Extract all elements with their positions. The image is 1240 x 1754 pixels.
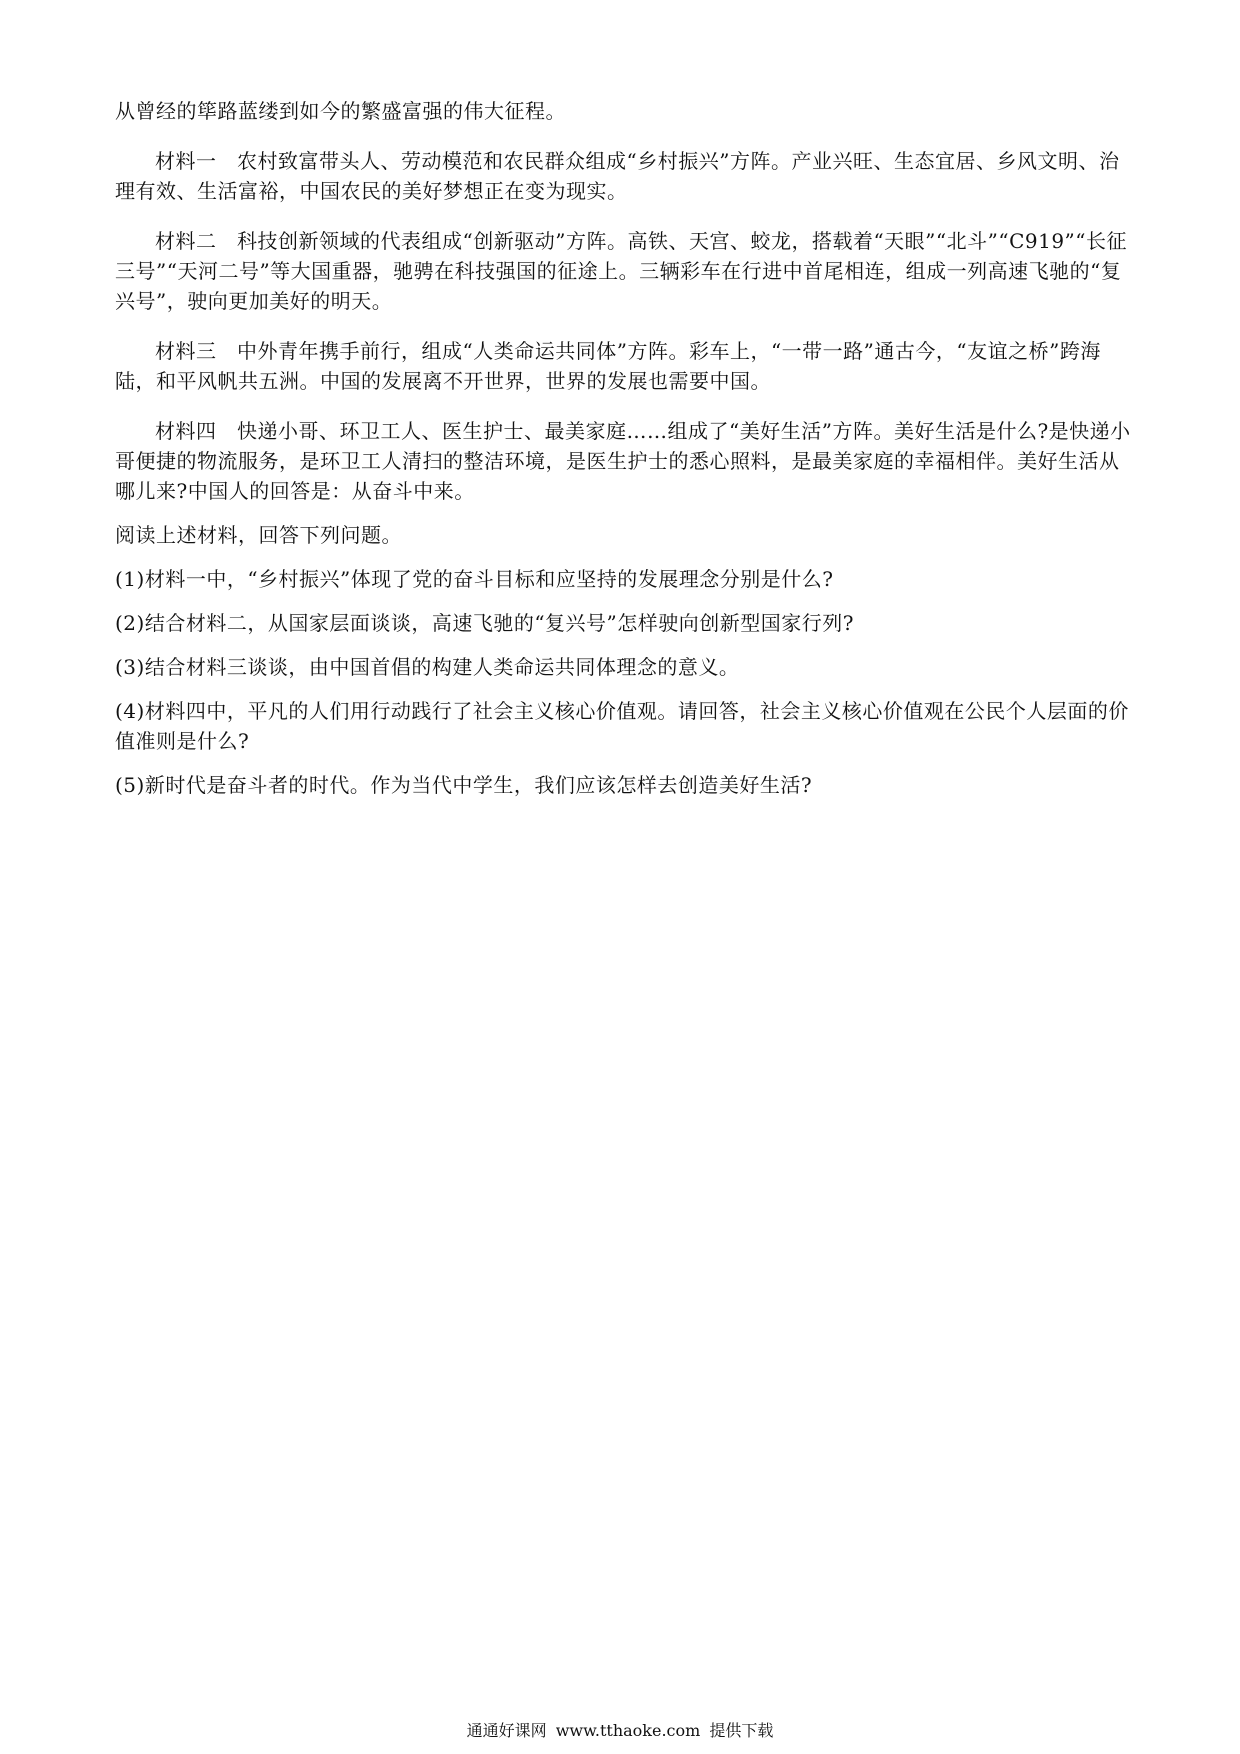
footer-download-text: 提供下载: [709, 1721, 774, 1740]
material-four: 材料四 快递小哥、环卫工人、医生护士、最美家庭……组成了“美好生活”方阵。美好生活是什么?是快递小哥便捷的物流服务，是环卫工人清扫的整洁环境，是医生护士的悉心照料，是最美家庭的幸福相伴。美好生活从哪儿来?中国人的回答是：从奋斗中来。: [115, 419, 1131, 503]
document-body: [115, 96, 1131, 800]
footer-site-url[interactable]: www.tthaoke.com: [555, 1721, 701, 1740]
material-one: 材料一 农村致富带头人、劳动模范和农民群众组成“乡村振兴”方阵。产业兴旺、生态宜居、乡风文明、治理有效、生活富裕，中国农民的美好梦想正在变为现实。: [115, 149, 1120, 203]
material-two: 材料二 科技创新领域的代表组成“创新驱动”方阵。高铁、天宫、蛟龙，搭载着“天眼”“北斗”“C919”“长征三号”“天河二号”等大国重器，驰骋在科技强国的征途上。三辆彩车在行进中首尾相连，组成一列高速飞驰的“复兴号”，驶向更加美好的明天。: [115, 229, 1127, 313]
question-1: (1)材料一中，“乡村振兴”体现了党的奋斗目标和应坚持的发展理念分别是什么?: [115, 567, 834, 591]
question-3: (3)结合材料三谈谈，由中国首倡的构建人类命运共同体理念的意义。: [115, 655, 740, 679]
material-three: 材料三 中外青年携手前行，组成“人类命运共同体”方阵。彩车上，“一带一路”通古今，“友谊之桥”跨海陆，和平风帆共五洲。中国的发展离不开世界，世界的发展也需要中国。: [115, 339, 1101, 393]
page-footer: [0, 1721, 1240, 1740]
question-2: (2)结合材料二，从国家层面谈谈，高速飞驰的“复兴号”怎样驶向创新型国家行列?: [115, 611, 855, 635]
question-4: (4)材料四中，平凡的人们用行动践行了社会主义核心价值观。请回答，社会主义核心价值观在公民个人层面的价值准则是什么?: [115, 699, 1129, 753]
footer-site-name: 通通好课网: [466, 1721, 547, 1740]
instruction-line: 阅读上述材料，回答下列问题。: [115, 523, 402, 547]
continuation-line: 从曾经的筚路蓝缕到如今的繁盛富强的伟大征程。: [115, 99, 566, 123]
question-5: (5)新时代是奋斗者的时代。作为当代中学生，我们应该怎样去创造美好生活?: [115, 773, 813, 797]
